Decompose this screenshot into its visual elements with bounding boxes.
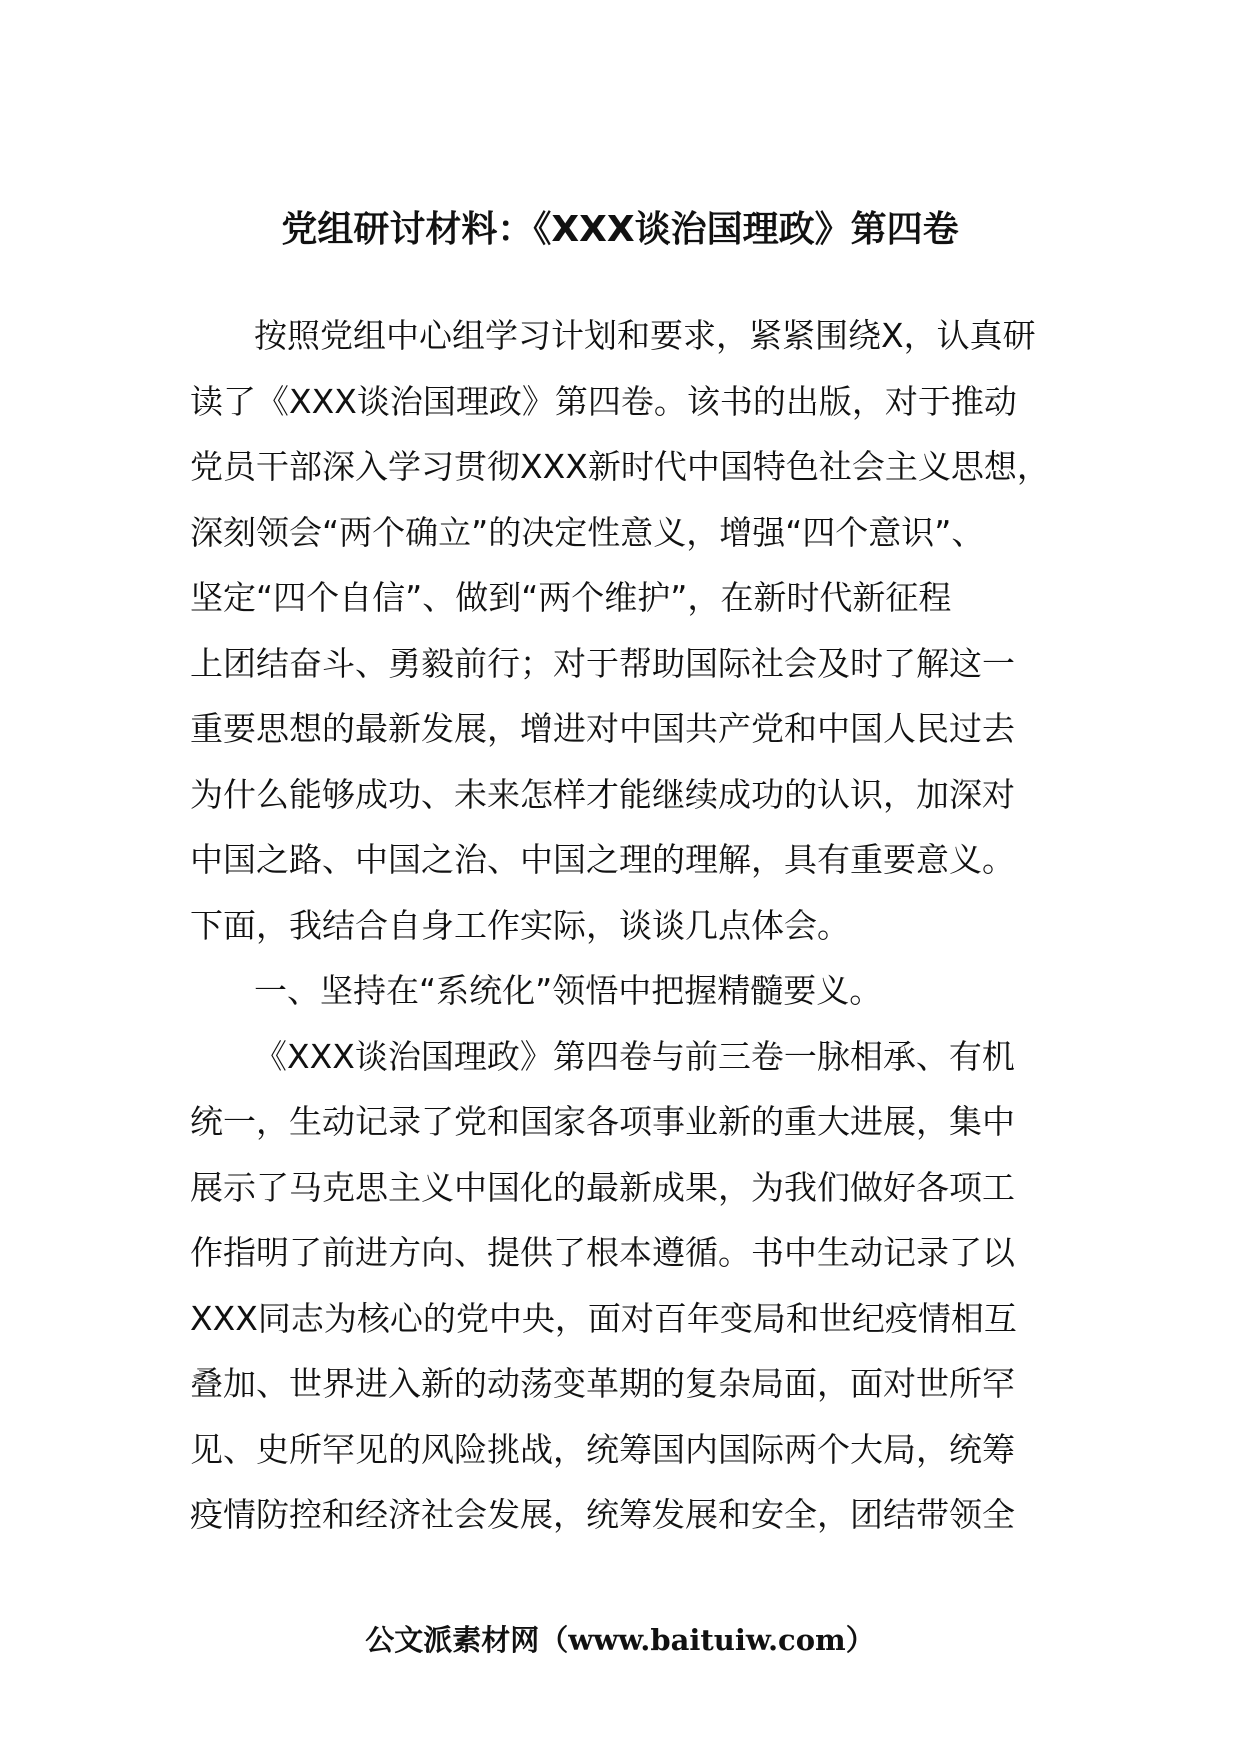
document-body: [190, 303, 1090, 1548]
text-line: 深刻领会“两个确立”的决定性意义，增强“四个意识”、: [190, 512, 985, 552]
text-line: 读了《XXX谈治国理政》第四卷。该书的出版，对于推动: [190, 381, 1017, 421]
text-line: 中国之路、中国之治、中国之理的理解，具有重要意义。: [190, 840, 1015, 879]
text-line: 下面，我结合自身工作实际，谈谈几点体会。: [190, 905, 850, 945]
document-title: 党组研讨材料：《XXX谈治国理政》第四卷: [281, 209, 959, 250]
text-line: 展示了马克思主义中国化的最新成果，为我们做好各项工: [190, 1167, 1015, 1207]
section-heading: 一、坚持在“系统化”领悟中把握精髓要义。: [254, 971, 883, 1010]
footer-watermark: 公文派素材网（www.baituiw.com）: [365, 1623, 875, 1657]
text-line: 重要思想的最新发展，增进对中国共产党和中国人民过去: [190, 709, 1015, 748]
text-line: 《XXX谈治国理政》第四卷与前三卷一脉相承、有机: [254, 1036, 1015, 1076]
text-line: 叠加、世界进入新的动荡变革期的复杂局面，面对世所罕: [190, 1364, 1015, 1403]
text-line: 见、史所罕见的风险挑战，统筹国内国际两个大局，统筹: [190, 1429, 1015, 1469]
text-line: 疫情防控和经济社会发展，统筹发展和安全，团结带领全: [190, 1495, 1015, 1534]
text-line: 按照党组中心组学习计划和要求，紧紧围绕X，认真研: [254, 316, 1036, 355]
text-line: 作指明了前进方向、提供了根本遵循。书中生动记录了以: [190, 1233, 1015, 1272]
text-line: XXX同志为核心的党中央，面对百年变局和世纪疫情相互: [190, 1298, 1017, 1338]
text-line: 为什么能够成功、未来怎样才能继续成功的认识，加深对: [190, 774, 1015, 814]
text-line: 统一，生动记录了党和国家各项事业新的重大进展，集中: [190, 1102, 1015, 1141]
text-line: 坚定“四个自信”、做到“两个维护”，在新时代新征程: [190, 578, 952, 617]
text-line: 党员干部深入学习贯彻XXX新时代中国特色社会主义思想，: [190, 447, 1050, 486]
text-line: 上团结奋斗、勇毅前行；对于帮助国际社会及时了解这一: [190, 643, 1015, 683]
